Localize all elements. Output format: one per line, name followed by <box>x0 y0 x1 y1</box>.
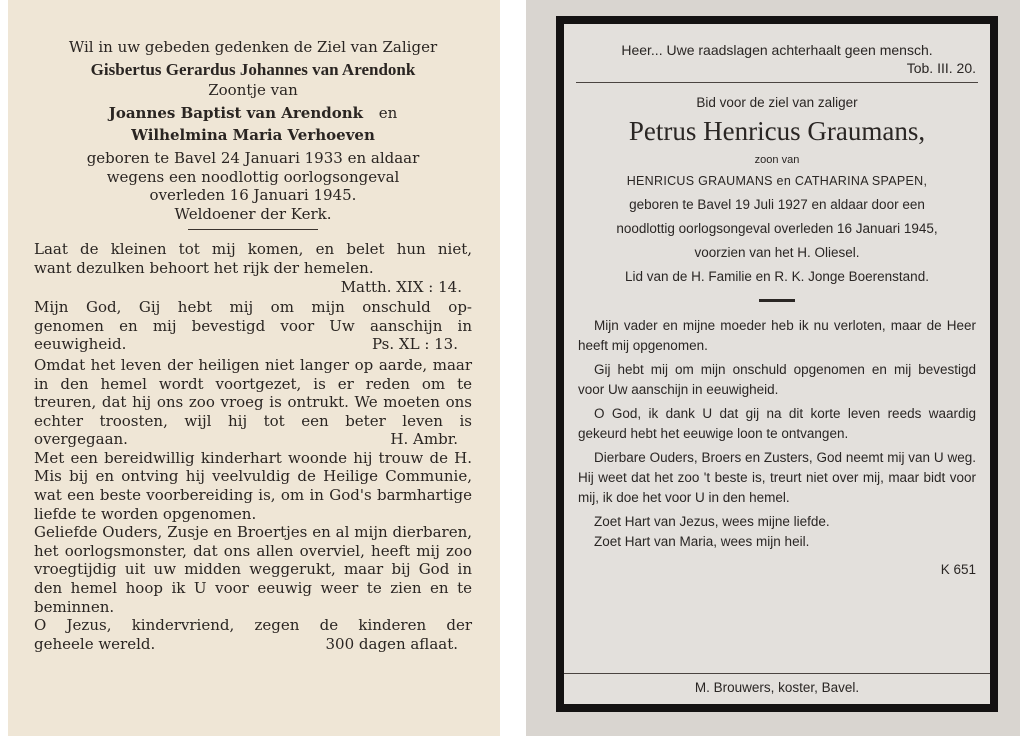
memorial-card-left <box>8 0 500 736</box>
quote1-line1: Laat de kleinen tot mij komen, en belet hun niet, <box>34 240 472 259</box>
son-of-label: Zoontje van <box>208 81 298 100</box>
memorial-card-right <box>556 16 998 712</box>
deceased-name: Petrus Henricus Graumans, <box>628 116 926 146</box>
quote3-text: Omdat het leven der heiligen niet langer op aarde, maar in den hemel wordt voortgezet, is er reden om te treuren, dat hij ons zoo vroeg is ontrukt. We moeten ons echter troosten, wijl hij tot een beter leven is overgegaan. <box>34 355 472 449</box>
divider <box>188 229 318 230</box>
parents-line: HENRICUS GRAUMANS en CATHARINA SPAPEN, <box>626 174 928 188</box>
quote2-line3: eeuwigheid. <box>34 335 127 354</box>
benefactor-line: Weldoener der Kerk. <box>174 204 332 223</box>
prayer-line2: geheele wereld. <box>34 634 156 653</box>
birth-line2: noodlottig oorlogsongeval overleden 16 Januari 1945, <box>616 221 938 236</box>
prayer-last-line <box>34 635 472 654</box>
quote2-line2: genomen en mij bevestigd voor Uw aanschijn in <box>34 316 472 335</box>
prayer-2: Zoet Hart van Maria, wees mijn heil. <box>594 534 810 549</box>
epigraph-reference: Tob. III. 20. <box>906 60 976 76</box>
prayer-1: Zoet Hart van Jezus, wees mijne liefde. <box>594 514 830 529</box>
card-header: Wil in uw gebeden gedenken de Ziel van Zaliger <box>68 38 438 56</box>
epigraph: Heer... Uwe raadslagen achterhaalt geen mensch. <box>621 42 933 58</box>
quote1-reference: Matth. XIX : 14. <box>340 277 462 296</box>
indulgence: 300 dagen aflaat. <box>325 634 458 653</box>
and-word: en <box>378 103 398 122</box>
quote2-reference: Ps. XL : 13. <box>371 335 458 354</box>
deceased-name: Gisbertus Gerardus Johannes van Arendonk <box>90 59 416 79</box>
paragraph-1: Mijn vader en mijne moeder heb ik nu verloten, maar de Heer heeft mij opgenomen. <box>578 318 976 353</box>
birth-line: geboren te Bavel 24 Januari 1933 en aldaar <box>86 148 420 167</box>
membership-line: Lid van de H. Familie en R. K. Jonge Boerenstand. <box>625 269 929 284</box>
cause-line: wegens een noodlottig oorlogsongeval <box>106 167 400 186</box>
quote2-line1: Mijn God, Gij hebt mij om mijn onschuld op- <box>34 298 472 317</box>
sacrament-line: voorzien van het H. Oliesel. <box>694 245 860 260</box>
bottom-rule <box>564 673 990 674</box>
bid-line: Bid voor de ziel van zaliger <box>696 95 858 110</box>
death-line: overleden 16 Januari 1945. <box>149 186 357 205</box>
farewell-paragraph: Geliefde Ouders, Zusje en Broertjes en al mijn dierbaren, het oorlogsmonster, dat ons allen overviel, heeft mij zoo vroegtijdig uit uw midden weggerukt, maar bij God in den hemel hoop ik U voor eeuwig weer te zien en te beminnen. <box>34 523 472 616</box>
printer-line: M. Brouwers, koster, Bavel. <box>694 680 860 695</box>
prayer-line1: O Jezus, kindervriend, zegen de kinderen der <box>34 616 472 635</box>
paragraph-3: O God, ik dank U dat gij na dit korte leven reeds waardig gekeurd hebt het eeuwige loon te ontvangen. <box>578 406 976 441</box>
devotion-paragraph: Met een bereidwillig kinderhart woonde hij trouw de H. Mis bij en ontving hij veelvuldig de Heilige Communie, wat een beste voorbereiding is, om in God's barmhartige liefde te worden opgenomen. <box>34 448 472 523</box>
mother-name: Wilhelmina Maria Verhoeven <box>131 126 375 145</box>
quote1-line2: want dezulken behoort het rijk der hemelen. <box>34 258 374 277</box>
quote3-reference: H. Ambr. <box>390 430 458 449</box>
father-name: Joannes Baptist van Arendonk <box>108 103 364 122</box>
birth-line1: geboren te Bavel 19 Juli 1927 en aldaar door een <box>629 197 925 212</box>
card-code: K 651 <box>940 562 976 577</box>
paragraph-4: Dierbare Ouders, Broers en Zusters, God neemt mij van U weg. Hij weet dat het zoo 't beste is, treurt niet over mij, maar bidt voor mij, ik doe het voor U in den hemel. <box>578 450 976 505</box>
paragraph-2: Gij hebt mij om mijn onschuld opgenomen en mij bevestigd voor Uw aanschijn in eeuwigheid. <box>578 362 976 397</box>
quote2-last-line <box>34 335 472 354</box>
parents-line-father <box>34 104 472 123</box>
divider <box>759 299 795 302</box>
son-of-label: zoon van <box>754 154 800 166</box>
top-rule <box>576 82 978 83</box>
